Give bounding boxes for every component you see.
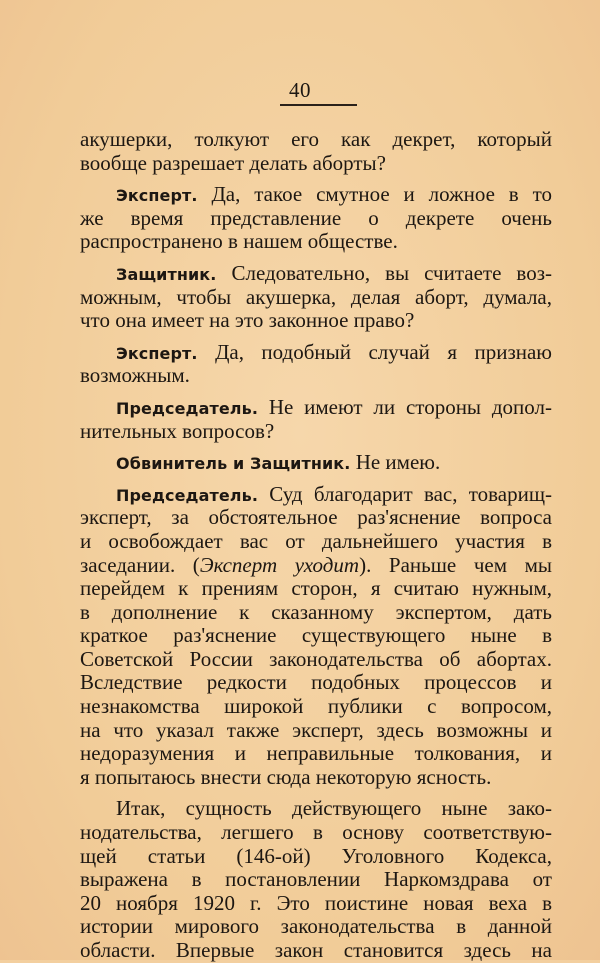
text-line	[80, 530, 552, 554]
text-line	[80, 483, 552, 507]
text-line	[80, 309, 552, 333]
line-text: заседании. (	[80, 553, 200, 577]
text-line	[80, 821, 552, 845]
text-line	[80, 797, 552, 821]
text-line	[80, 892, 552, 916]
text-line	[80, 671, 552, 695]
line-text: нительных вопросов?	[80, 419, 275, 443]
paragraph	[80, 451, 552, 475]
line-text: в дополнение к сказанному экспертом, дать	[80, 600, 552, 624]
text-line	[80, 719, 552, 743]
line-text: Не имею.	[350, 451, 441, 475]
line-text: перейдем к прениям сторон, я считаю нужным,	[80, 577, 552, 601]
line-text: же время представление о декрете очень	[80, 206, 552, 230]
text-line	[80, 128, 552, 152]
paragraph	[80, 483, 552, 790]
paragraph	[80, 396, 552, 443]
line-text: краткое раз'яснение существующего ныне в	[80, 624, 552, 648]
line-text: Советской России законодательства об абортах.	[80, 647, 552, 671]
speaker-name: Защитник.	[116, 264, 217, 284]
text-line	[80, 554, 552, 578]
line-text: Суд благодарит вас, товарищ-	[258, 482, 552, 506]
text-line	[80, 939, 552, 963]
paragraph	[80, 262, 552, 333]
speaker-name: Эксперт.	[116, 186, 198, 206]
line-text: я попытаюсь внести сюда некоторую ясность.	[80, 765, 492, 789]
line-text: и освобождает вас от дальнейшего участия в	[80, 529, 552, 553]
line-text: акушерки, толкуют его как декрет, который	[80, 128, 552, 151]
line-text: эксперт, за обстоятельное раз'яснение вопроса	[80, 506, 552, 530]
paragraph	[80, 797, 552, 962]
text-line	[80, 868, 552, 892]
text-line	[80, 766, 552, 790]
text-line	[80, 364, 552, 388]
text-line	[80, 183, 552, 207]
speaker-name: Обвинитель и Защитник.	[116, 454, 351, 474]
line-text: области. Впервые закон становится здесь на	[80, 939, 552, 962]
text-line	[80, 286, 552, 310]
text-line	[80, 695, 552, 719]
text-line	[80, 230, 552, 254]
speaker-name: Председатель.	[116, 398, 259, 418]
line-text: выражена в постановлении Наркомздрава от	[80, 868, 552, 892]
line-text: Да, такое смутное и ложное в то	[197, 183, 552, 207]
line-text: щей статьи (146-ой) Уголовного Кодекса,	[80, 844, 552, 868]
line-text: Итак, сущность действующего ныне зако-	[116, 797, 552, 821]
speaker-name: Председатель.	[116, 485, 259, 505]
text-line	[80, 152, 552, 176]
text-line	[80, 262, 552, 286]
line-text: Не имеют ли стороны допол-	[258, 395, 552, 419]
text-line	[80, 845, 552, 869]
body-text	[80, 128, 552, 963]
line-text: Вследствие редкости подобных процессов и	[80, 671, 552, 695]
text-line	[80, 396, 552, 420]
line-text: возможным.	[80, 364, 190, 388]
line-text: нодательства, легшего в основу соответствую-	[80, 821, 552, 845]
line-text: распространено в нашем обществе.	[80, 230, 398, 254]
text-line	[80, 742, 552, 766]
stage-direction: Эксперт уходит	[199, 553, 360, 577]
line-text: что она имеет на это законное право?	[80, 309, 415, 333]
line-text: незнакомства широкой публики с вопросом,	[80, 695, 552, 719]
paragraph	[80, 128, 552, 175]
text-line	[80, 577, 552, 601]
text-line	[80, 341, 552, 365]
text-line	[80, 207, 552, 231]
line-text: истории мирового законодательства в данной	[80, 915, 552, 939]
line-text: Да, подобный случай я признаю	[197, 340, 552, 364]
line-text: 20 ноября 1920 г. Это поистине новая веха в	[80, 891, 552, 915]
text-line	[80, 451, 552, 475]
line-text: вообще разрешает делать аборты?	[80, 151, 386, 175]
page-number: 40	[289, 78, 311, 102]
line-text-continued: ). Раньше чем мы	[359, 553, 552, 577]
text-line	[80, 648, 552, 672]
text-line	[80, 506, 552, 530]
text-line	[80, 624, 552, 648]
text-line	[80, 420, 552, 444]
line-text: Следовательно, вы считаете воз-	[216, 261, 552, 285]
text-line	[80, 601, 552, 625]
line-text: на что указал также эксперт, здесь возможны и	[80, 718, 552, 742]
page-number-rule	[280, 104, 357, 106]
text-line	[80, 915, 552, 939]
line-text: можным, чтобы акушерка, делая аборт, думала,	[80, 285, 552, 309]
speaker-name: Эксперт.	[116, 343, 198, 363]
paragraph	[80, 183, 552, 254]
line-text: недоразумения и неправильные толкования, и	[80, 742, 552, 766]
paragraph	[80, 341, 552, 388]
